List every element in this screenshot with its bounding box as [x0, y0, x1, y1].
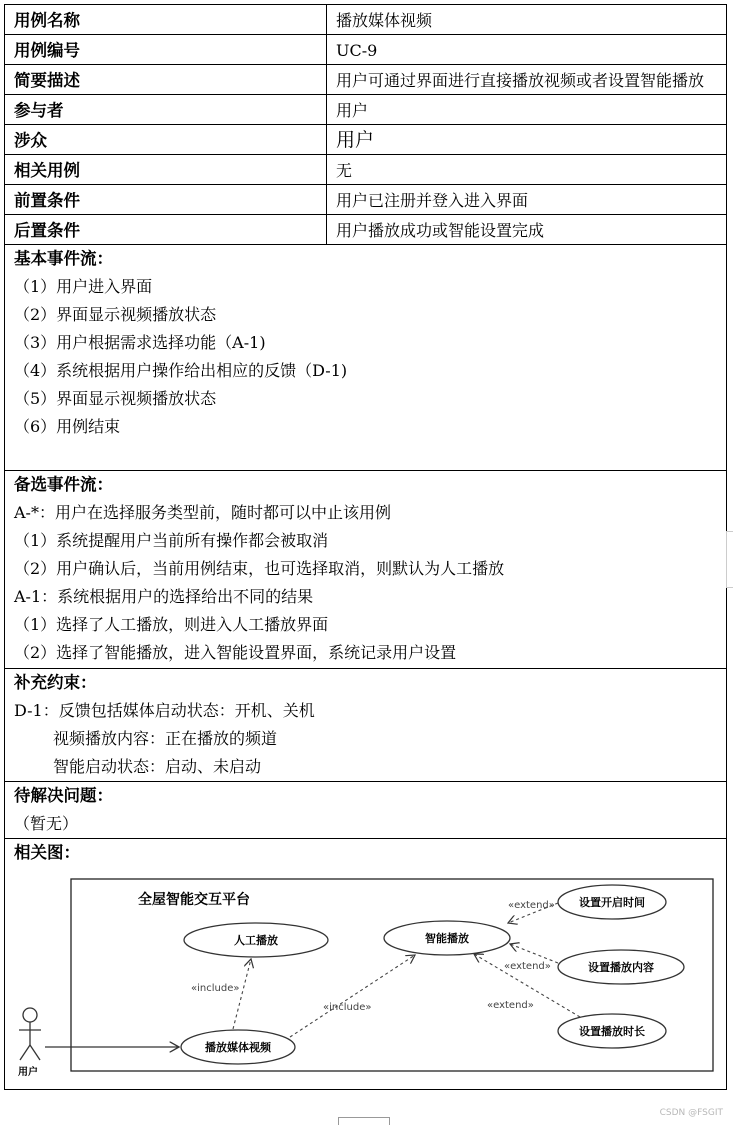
constraint-line: 智能启动状态：启动、未启动	[53, 757, 262, 776]
row-name	[5, 5, 727, 35]
row-id	[5, 35, 727, 65]
actor-label: 用户	[18, 1067, 38, 1078]
constraint-line: 视频播放内容：正在播放的频道	[53, 729, 278, 748]
use-case-label: 播放媒体视频	[205, 1041, 271, 1054]
row-key: 用例名称	[5, 5, 327, 35]
section-title: 基本事件流：	[14, 249, 113, 268]
actor-user	[19, 1008, 41, 1060]
alt-flow-section	[4, 471, 727, 669]
section-title: 补充约束：	[14, 673, 97, 692]
row-key: 涉众	[5, 125, 327, 155]
row-key: 前置条件	[5, 185, 327, 215]
use-case-diagram	[5, 867, 726, 1089]
include-label: «include»	[323, 1002, 372, 1013]
flow-step: A-*：用户在选择服务类型前，随时都可以中止该用例	[14, 503, 391, 522]
use-case-meta-table	[4, 4, 727, 245]
row-key: 相关用例	[5, 155, 327, 185]
flow-step: （2）用户确认后，当前用例结束，也可选择取消，则默认为人工播放	[14, 559, 505, 578]
row-stakeholder	[5, 125, 727, 155]
row-actor	[5, 95, 727, 125]
flow-step: （4）系统根据用户操作给出相应的反馈（D-1)	[14, 361, 348, 380]
row-key: 用例编号	[5, 35, 327, 65]
use-case-label: 智能播放	[425, 932, 469, 945]
flow-step: （3）用户根据需求选择功能（A-1)	[14, 333, 266, 352]
include-line	[290, 955, 415, 1037]
flow-step: （1）系统提醒用户当前所有操作都会被取消	[14, 531, 329, 550]
extend-label: «extend»	[504, 961, 551, 972]
flow-step: （2）选择了智能播放，进入智能设置界面，系统记录用户设置	[14, 643, 457, 662]
row-value: 用户	[327, 125, 727, 155]
row-value: 用户可通过界面进行直接播放视频或者设置智能播放	[327, 65, 727, 95]
row-value: 用户已注册并登入进入界面	[327, 185, 727, 215]
row-value: UC-9	[327, 35, 727, 65]
row-postcondition	[5, 215, 727, 245]
row-value: 用户	[327, 95, 727, 125]
row-precondition	[5, 185, 727, 215]
row-related	[5, 155, 727, 185]
use-case-label: 设置播放内容	[588, 961, 654, 974]
section-title: 待解决问题：	[14, 786, 113, 805]
flow-step: A-1：系统根据用户的选择给出不同的结果	[14, 587, 314, 606]
flow-step: （2）界面显示视频播放状态	[14, 305, 217, 324]
use-case-document	[4, 4, 727, 1090]
basic-flow-section	[4, 245, 727, 471]
use-case-label: 设置播放时长	[579, 1025, 645, 1038]
section-title: 备选事件流：	[14, 475, 113, 494]
issues-section	[4, 782, 727, 839]
include-label: «include»	[191, 983, 240, 994]
row-key: 后置条件	[5, 215, 327, 245]
watermark: CSDN @FSGIT	[659, 1108, 723, 1118]
system-name: 全屋智能交互平台	[138, 892, 250, 908]
row-description	[5, 65, 727, 95]
include-line	[233, 959, 251, 1029]
extend-label: «extend»	[487, 1000, 534, 1011]
flow-step: （6）用例结束	[14, 417, 121, 436]
row-value: 播放媒体视频	[327, 5, 727, 35]
page-edge-decoration	[726, 531, 733, 588]
flow-step: （5）界面显示视频播放状态	[14, 389, 217, 408]
flow-step: （1）选择了人工播放，则进入人工播放界面	[14, 615, 329, 634]
issue-line: （暂无）	[14, 814, 79, 833]
extend-label: «extend»	[508, 900, 555, 911]
constraints-section	[4, 669, 727, 782]
row-value: 无	[327, 155, 727, 185]
row-value: 用户播放成功或智能设置完成	[327, 215, 727, 245]
constraint-line: D-1：反馈包括媒体启动状态：开机、关机	[14, 701, 315, 720]
row-key: 简要描述	[5, 65, 327, 95]
section-title: 相关图：	[14, 843, 80, 862]
diagram-section	[4, 839, 727, 1090]
row-key: 参与者	[5, 95, 327, 125]
use-case-label: 设置开启时间	[579, 896, 645, 909]
flow-step: （1）用户进入界面	[14, 277, 153, 296]
use-case-label: 人工播放	[234, 934, 278, 947]
